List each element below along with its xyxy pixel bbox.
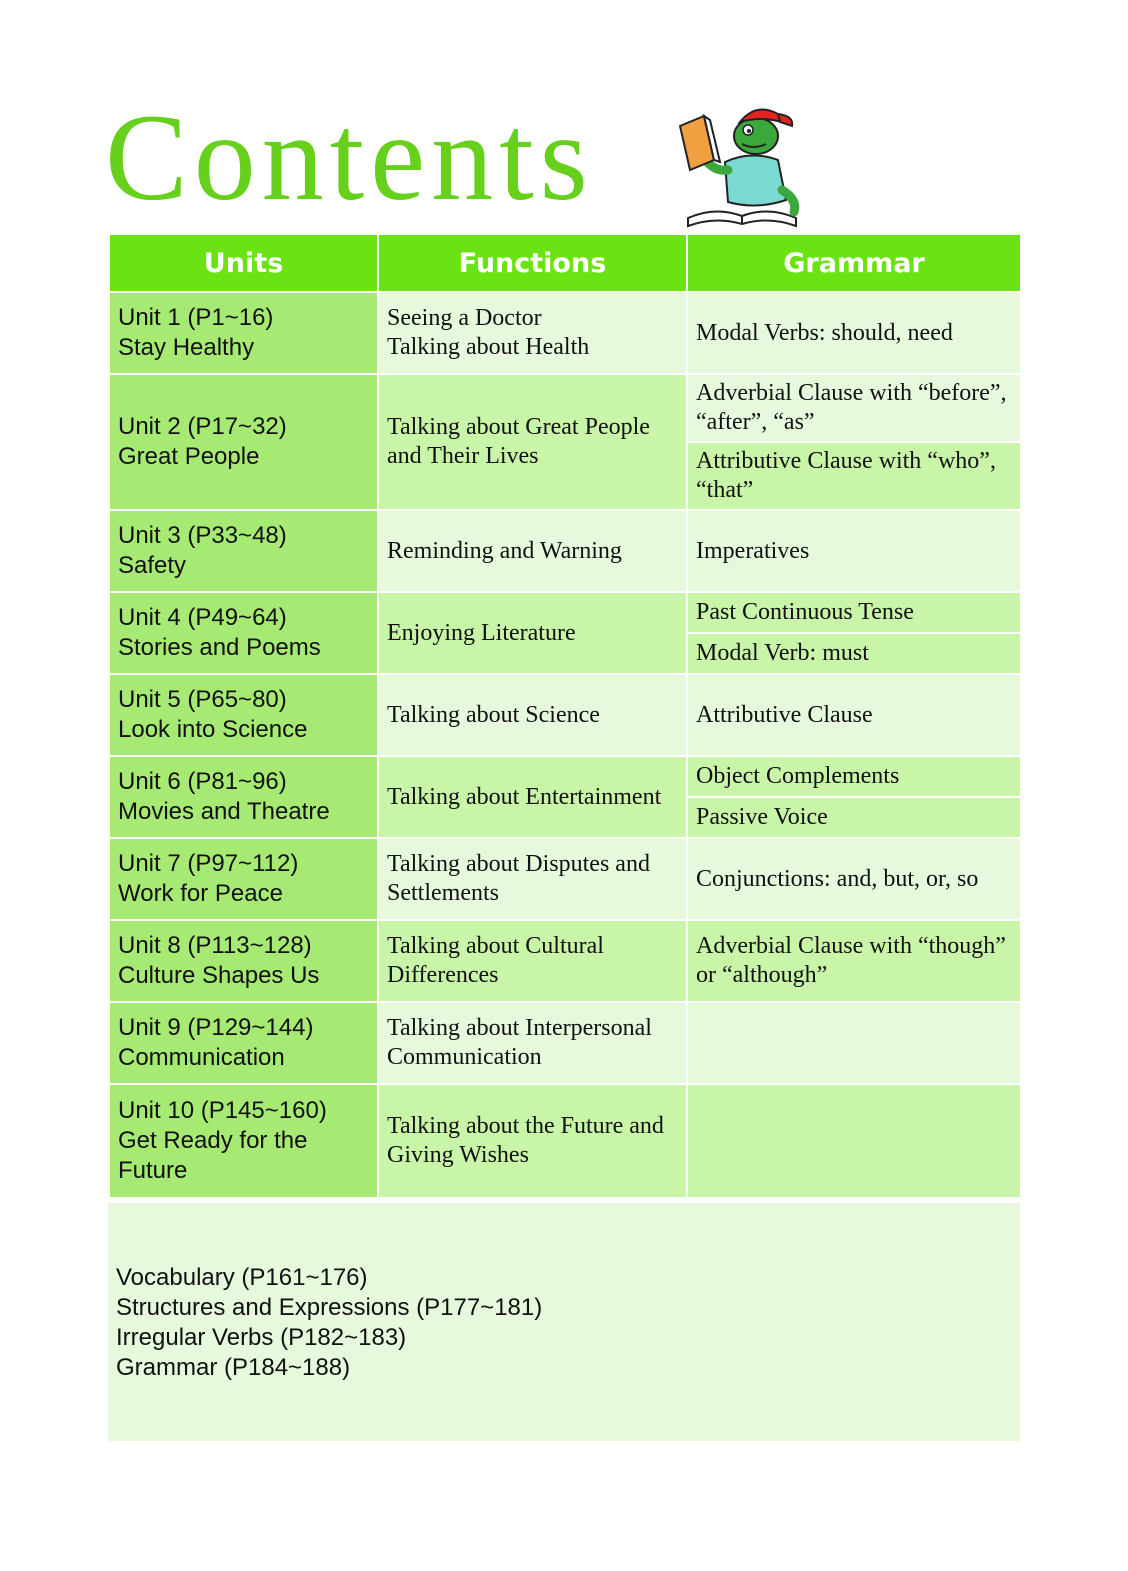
- functions-cell: Talking about Great People and Their Lives: [378, 374, 687, 510]
- grammar-cell: Attributive Clause: [687, 674, 1021, 756]
- header-functions: Functions: [378, 234, 687, 292]
- grammar-cell: Adverbial Clause with “though” or “although”: [687, 920, 1021, 1002]
- functions-cell: Talking about Disputes and Settlements: [378, 838, 687, 920]
- table-row: [109, 920, 1021, 1002]
- table-row: [109, 510, 1021, 592]
- functions-cell: Reminding and Warning: [378, 510, 687, 592]
- unit-pages: Unit 8 (P113~128): [118, 932, 312, 959]
- unit-cell: [109, 510, 378, 592]
- unit-pages: Unit 3 (P33~48): [118, 522, 287, 549]
- function-line: Talking about Health: [387, 334, 590, 360]
- functions-cell: Talking about Interpersonal Communication: [378, 1002, 687, 1084]
- unit-pages: Unit 7 (P97~112): [118, 850, 299, 877]
- unit-cell: [109, 374, 378, 510]
- table-row: [109, 756, 1021, 797]
- page-title: Contents: [105, 89, 594, 226]
- unit-cell: [109, 838, 378, 920]
- functions-cell: Enjoying Literature: [378, 592, 687, 674]
- unit-title: Look into Science: [118, 716, 308, 743]
- unit-pages: Unit 1 (P1~16): [118, 304, 274, 331]
- grammar-cell: Conjunctions: and, but, or, so: [687, 838, 1021, 920]
- grammar-cell-empty: [687, 1002, 1021, 1084]
- unit-title: Work for Peace: [118, 880, 283, 907]
- table-row: [109, 374, 1021, 442]
- functions-cell: Talking about Entertainment: [378, 756, 687, 838]
- unit-title: Great People: [118, 443, 260, 470]
- unit-pages: Unit 6 (P81~96): [118, 768, 287, 795]
- unit-title: Stay Healthy: [118, 334, 255, 361]
- unit-cell: [109, 1002, 378, 1084]
- table-row: [109, 292, 1021, 374]
- table-row: [109, 838, 1021, 920]
- appendix-list: [116, 1263, 542, 1383]
- grammar-cell: Object Complements: [687, 756, 1021, 797]
- header-units: Units: [109, 234, 378, 292]
- header-grammar: Grammar: [687, 234, 1021, 292]
- unit-pages: Unit 9 (P129~144): [118, 1014, 314, 1041]
- unit-title: Movies and Theatre: [118, 798, 330, 825]
- table-header-row: [109, 234, 1021, 292]
- unit-pages: Unit 4 (P49~64): [118, 604, 287, 631]
- unit-cell: [109, 674, 378, 756]
- grammar-cell: Passive Voice: [687, 797, 1021, 838]
- unit-pages: Unit 5 (P65~80): [118, 686, 287, 713]
- table-row: [109, 592, 1021, 633]
- grammar-cell-empty: [687, 1084, 1021, 1198]
- functions-cell: [378, 292, 687, 374]
- grammar-cell: Attributive Clause with “who”, “that”: [687, 442, 1021, 510]
- unit-cell: [109, 292, 378, 374]
- appendix-item: Structures and Expressions (P177~181): [116, 1294, 543, 1321]
- table-row: [109, 1002, 1021, 1084]
- unit-cell: [109, 1084, 378, 1198]
- unit-title: Communication: [118, 1044, 285, 1071]
- reading-turtle-icon: [670, 100, 820, 230]
- grammar-cell: Modal Verbs: should, need: [687, 292, 1021, 374]
- unit-title: Culture Shapes Us: [118, 962, 320, 989]
- grammar-cell: Imperatives: [687, 510, 1021, 592]
- grammar-cell: Modal Verb: must: [687, 633, 1021, 674]
- grammar-cell: Past Continuous Tense: [687, 592, 1021, 633]
- unit-title: Get Ready for the Future: [118, 1127, 308, 1184]
- unit-title: Safety: [118, 552, 187, 579]
- unit-cell: [109, 592, 378, 674]
- appendix-item: Irregular Verbs (P182~183): [116, 1324, 407, 1351]
- grammar-cell: Adverbial Clause with “before”, “after”, “as”: [687, 374, 1021, 442]
- appendix-item: Vocabulary (P161~176): [116, 1264, 368, 1291]
- function-line: Seeing a Doctor: [387, 305, 542, 331]
- table-row: [109, 674, 1021, 756]
- functions-cell: Talking about the Future and Giving Wishes: [378, 1084, 687, 1198]
- unit-cell: [109, 920, 378, 1002]
- functions-cell: Talking about Cultural Differences: [378, 920, 687, 1002]
- functions-cell: Talking about Science: [378, 674, 687, 756]
- unit-pages: Unit 10 (P145~160): [118, 1097, 327, 1124]
- contents-table: [108, 233, 1022, 1199]
- unit-pages: Unit 2 (P17~32): [118, 413, 287, 440]
- appendix-item: Grammar (P184~188): [116, 1354, 351, 1381]
- unit-cell: [109, 756, 378, 838]
- table-row: [109, 1084, 1021, 1198]
- appendix-section: [108, 1203, 1020, 1441]
- unit-title: Stories and Poems: [118, 634, 321, 661]
